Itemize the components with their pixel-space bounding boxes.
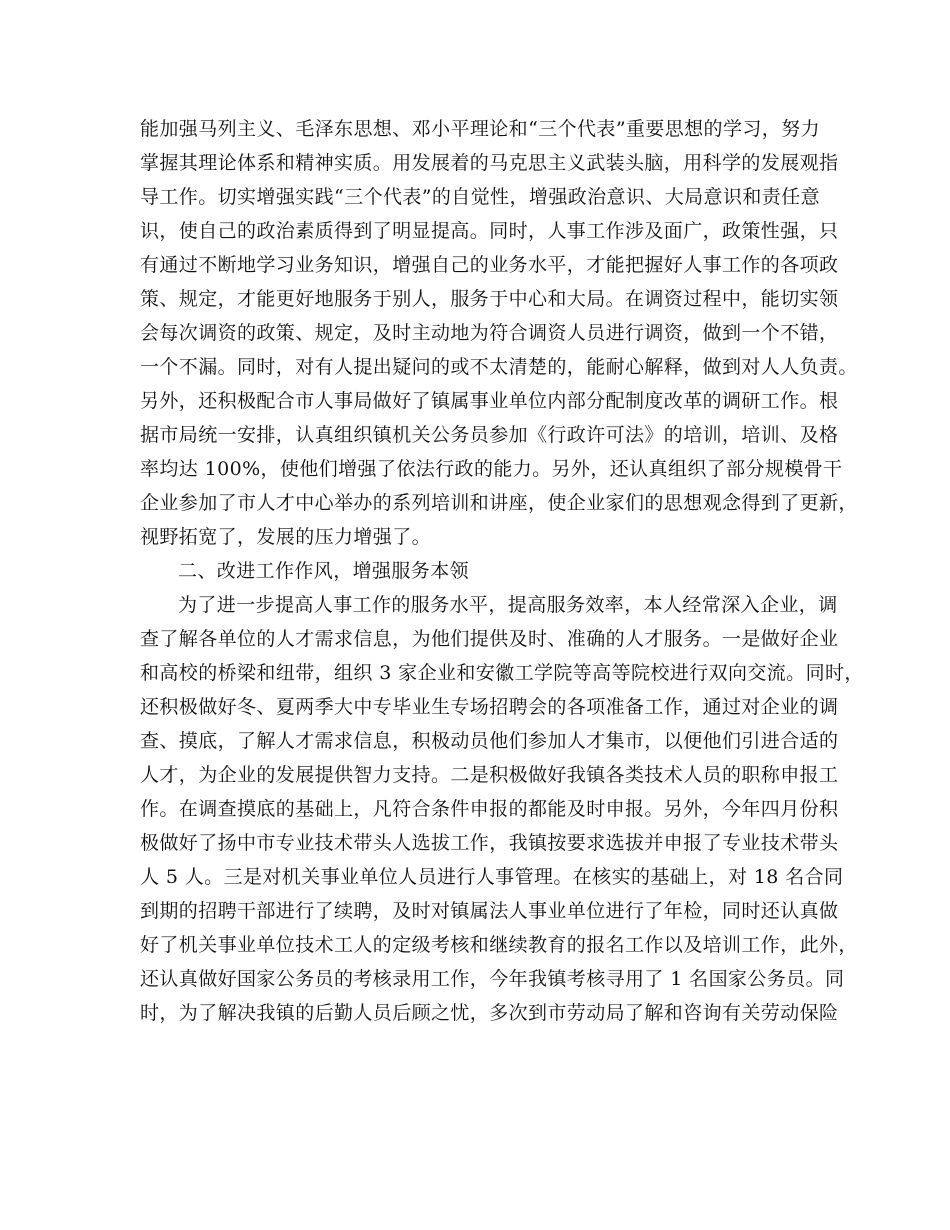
text-line: 会每次调资的政策、规定，及时主动地为符合调资人员进行调资，做到一个不错， [140,322,839,344]
text-line: 为了进一步提高人事工作的服务水平，提高服务效率，本人经常深入企业，调 [178,594,838,616]
text-line: 查了解各单位的人才需求信息，为他们提供及时、准确的人才服务。一是做好企业 [140,628,839,650]
text-line: 人 5 人。三是对机关事业单位人员进行人事管理。在核实的基础上，对 18 名合同 [140,866,844,888]
text-line: 一个不漏。同时，对有人提出疑问的或不太清楚的，能耐心解释，做到对人人负责。 [140,356,858,378]
text-line: 据市局统一安排，认真组织镇机关公务员参加《行政许可法》的培训，培训、及格 [140,424,839,446]
text-line: 时，为了解决我镇的后勤人员后顾之忧，多次到市劳动局了解和咨询有关劳动保险 [140,1002,839,1024]
text-line: 作。在调查摸底的基础上，凡符合条件申报的都能及时申报。另外，今年四月份积 [140,798,839,820]
text-line: 极做好了扬中市专业技术带头人选拔工作，我镇按要求选拔并申报了专业技术带头 [140,832,839,854]
document-body [140,112,864,1030]
text-line: 还认真做好国家公务员的考核录用工作，今年我镇考核寻用了 1 名国家公务员。同 [140,968,845,990]
text-line: 率均达 100%，使他们增强了依法行政的能力。另外，还认真组织了部分规模骨干 [140,458,843,480]
text-line: 能加强马列主义、毛泽东思想、邓小平理论和“三个代表”重要思想的学习，努力 [140,118,820,140]
text-line: 识，使自己的政治素质得到了明显提高。同时，人事工作涉及面广，政策性强，只 [140,220,839,242]
text-line: 掌握其理论体系和精神实质。用发展着的马克思主义武装头脑，用科学的发展观指 [140,152,839,174]
text-line: 视野拓宽了，发展的压力增强了。 [140,526,432,548]
text-line: 企业参加了市人才中心举办的系列培训和讲座，使企业家们的思想观念得到了更新， [140,492,858,514]
text-line: 策、规定，才能更好地服务于别人，服务于中心和大局。在调资过程中，能切实领 [140,288,839,310]
text-line: 人才，为企业的发展提供智力支持。二是积极做好我镇各类技术人员的职称申报工 [140,764,839,786]
text-line: 查、摸底，了解人才需求信息，积极动员他们参加人才集市，以便他们引进合适的 [140,730,839,752]
text-line: 还积极做好冬、夏两季大中专毕业生专场招聘会的各项准备工作，通过对企业的调 [140,696,839,718]
text-line: 到期的招聘干部进行了续聘，及时对镇属法人事业单位进行了年检，同时还认真做 [140,900,839,922]
text-line: 好了机关事业单位技术工人的定级考核和继续教育的报名工作以及培训工作，此外， [140,934,858,956]
text-line: 导工作。切实增强实践“三个代表”的自觉性，增强政治意识、大局意识和责任意 [140,186,820,208]
text-line: 另外，还积极配合市人事局做好了镇属事业单位内部分配制度改革的调研工作。根 [140,390,839,412]
text-line: 有通过不断地学习业务知识，增强自己的业务水平，才能把握好人事工作的各项政 [140,254,839,276]
section-heading: 二、改进工作作风，增强服务本领 [178,560,470,582]
text-line: 和高校的桥梁和纽带，组织 3 家企业和安徽工学院等高等院校进行双向交流。同时， [140,662,864,684]
